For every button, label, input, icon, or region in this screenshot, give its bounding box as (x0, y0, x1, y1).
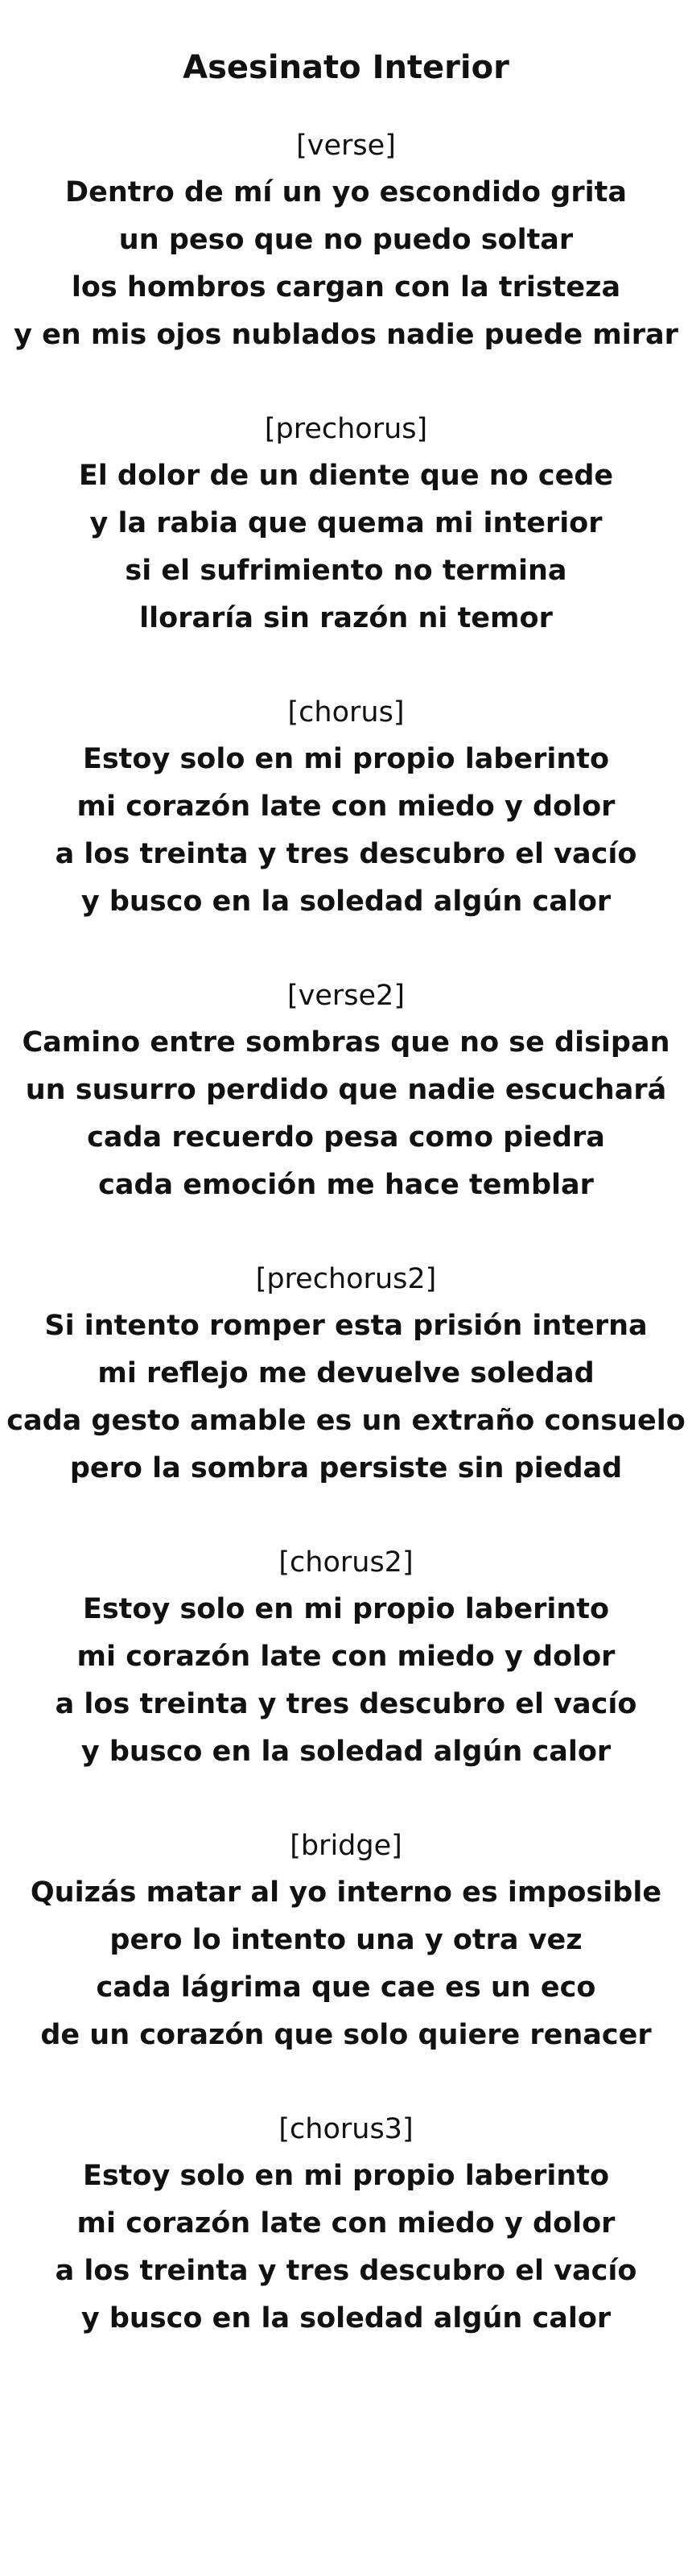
lyric-line: Estoy solo en mi propio laberinto (82, 2160, 610, 2192)
lyric-line: los hombros cargan con la tristeza (71, 271, 621, 303)
lyric-line: mi corazón late con miedo y dolor (76, 2207, 616, 2240)
lyric-line: y busco en la soledad algún calor (80, 1736, 612, 1768)
section-bridge (0, 1823, 692, 2059)
lyric-line: de un corazón que solo quiere renacer (40, 2019, 652, 2051)
lyric-line: lloraría sin razón ni temor (139, 602, 553, 634)
lyric-line: pero lo intento una y otra vez (109, 1924, 583, 1956)
section-tag: [prechorus] (264, 413, 428, 445)
lyric-line: a los treinta y tres descubro el vacío (55, 838, 637, 870)
section-tag: [prechorus2] (255, 1263, 437, 1295)
lyric-line: Dentro de mí un yo escondido grita (65, 176, 627, 208)
lyric-line: Estoy solo en mi propio laberinto (82, 743, 610, 775)
section-prechorus (0, 406, 692, 642)
lyric-line: Camino entre sombras que no se disipan (22, 1026, 670, 1059)
lyric-line: cada lágrima que cae es un eco (96, 1971, 596, 2004)
section-chorus2 (0, 1539, 692, 1776)
lyric-line: cada gesto amable es un extraño consuelo (6, 1405, 686, 1437)
section-tag: [verse2] (287, 980, 405, 1012)
lyric-line: mi corazón late con miedo y dolor (76, 1641, 616, 1673)
lyric-line: mi reflejo me devuelve soledad (97, 1357, 595, 1389)
lyric-line: Estoy solo en mi propio laberinto (82, 1593, 610, 1625)
lyric-line: y busco en la soledad algún calor (80, 886, 612, 918)
lyric-line: Si intento romper esta prisión interna (44, 1310, 648, 1342)
section-tag: [chorus] (287, 696, 405, 729)
lyric-line: si el sufrimiento no termina (125, 555, 567, 587)
lyric-line: y la rabia que quema mi interior (89, 507, 603, 539)
lyric-line: mi corazón late con miedo y dolor (76, 791, 616, 823)
lyric-line: Quizás matar al yo interno es imposible (30, 1876, 662, 1909)
lyric-line: pero la sombra persiste sin piedad (69, 1452, 623, 1484)
lyric-line: un susurro perdido que nadie escuchará (25, 1074, 667, 1106)
section-tag: [verse] (296, 130, 396, 162)
lyric-line: a los treinta y tres descubro el vacío (55, 1688, 637, 1720)
lyric-line: a los treinta y tres descubro el vacío (55, 2255, 637, 2287)
section-tag: [chorus3] (278, 2113, 414, 2145)
page-title: Asesinato Interior (183, 49, 509, 86)
lyric-line: cada recuerdo pesa como piedra (87, 1121, 605, 1154)
section-tag: [bridge] (290, 1830, 402, 1862)
lyric-line: un peso que no puedo soltar (118, 224, 574, 256)
section-chorus (0, 689, 692, 926)
section-prechorus2 (0, 1256, 692, 1492)
lyric-line: y en mis ojos nublados nadie puede mirar (14, 319, 678, 351)
section-verse (0, 122, 692, 359)
lyric-line: El dolor de un diente que no cede (78, 460, 614, 492)
section-tag: [chorus2] (278, 1546, 414, 1579)
section-chorus3 (0, 2106, 692, 2343)
lyric-line: cada emoción me hace temblar (98, 1169, 594, 1201)
lyric-line: y busco en la soledad algún calor (80, 2302, 612, 2334)
section-verse2 (0, 972, 692, 1209)
